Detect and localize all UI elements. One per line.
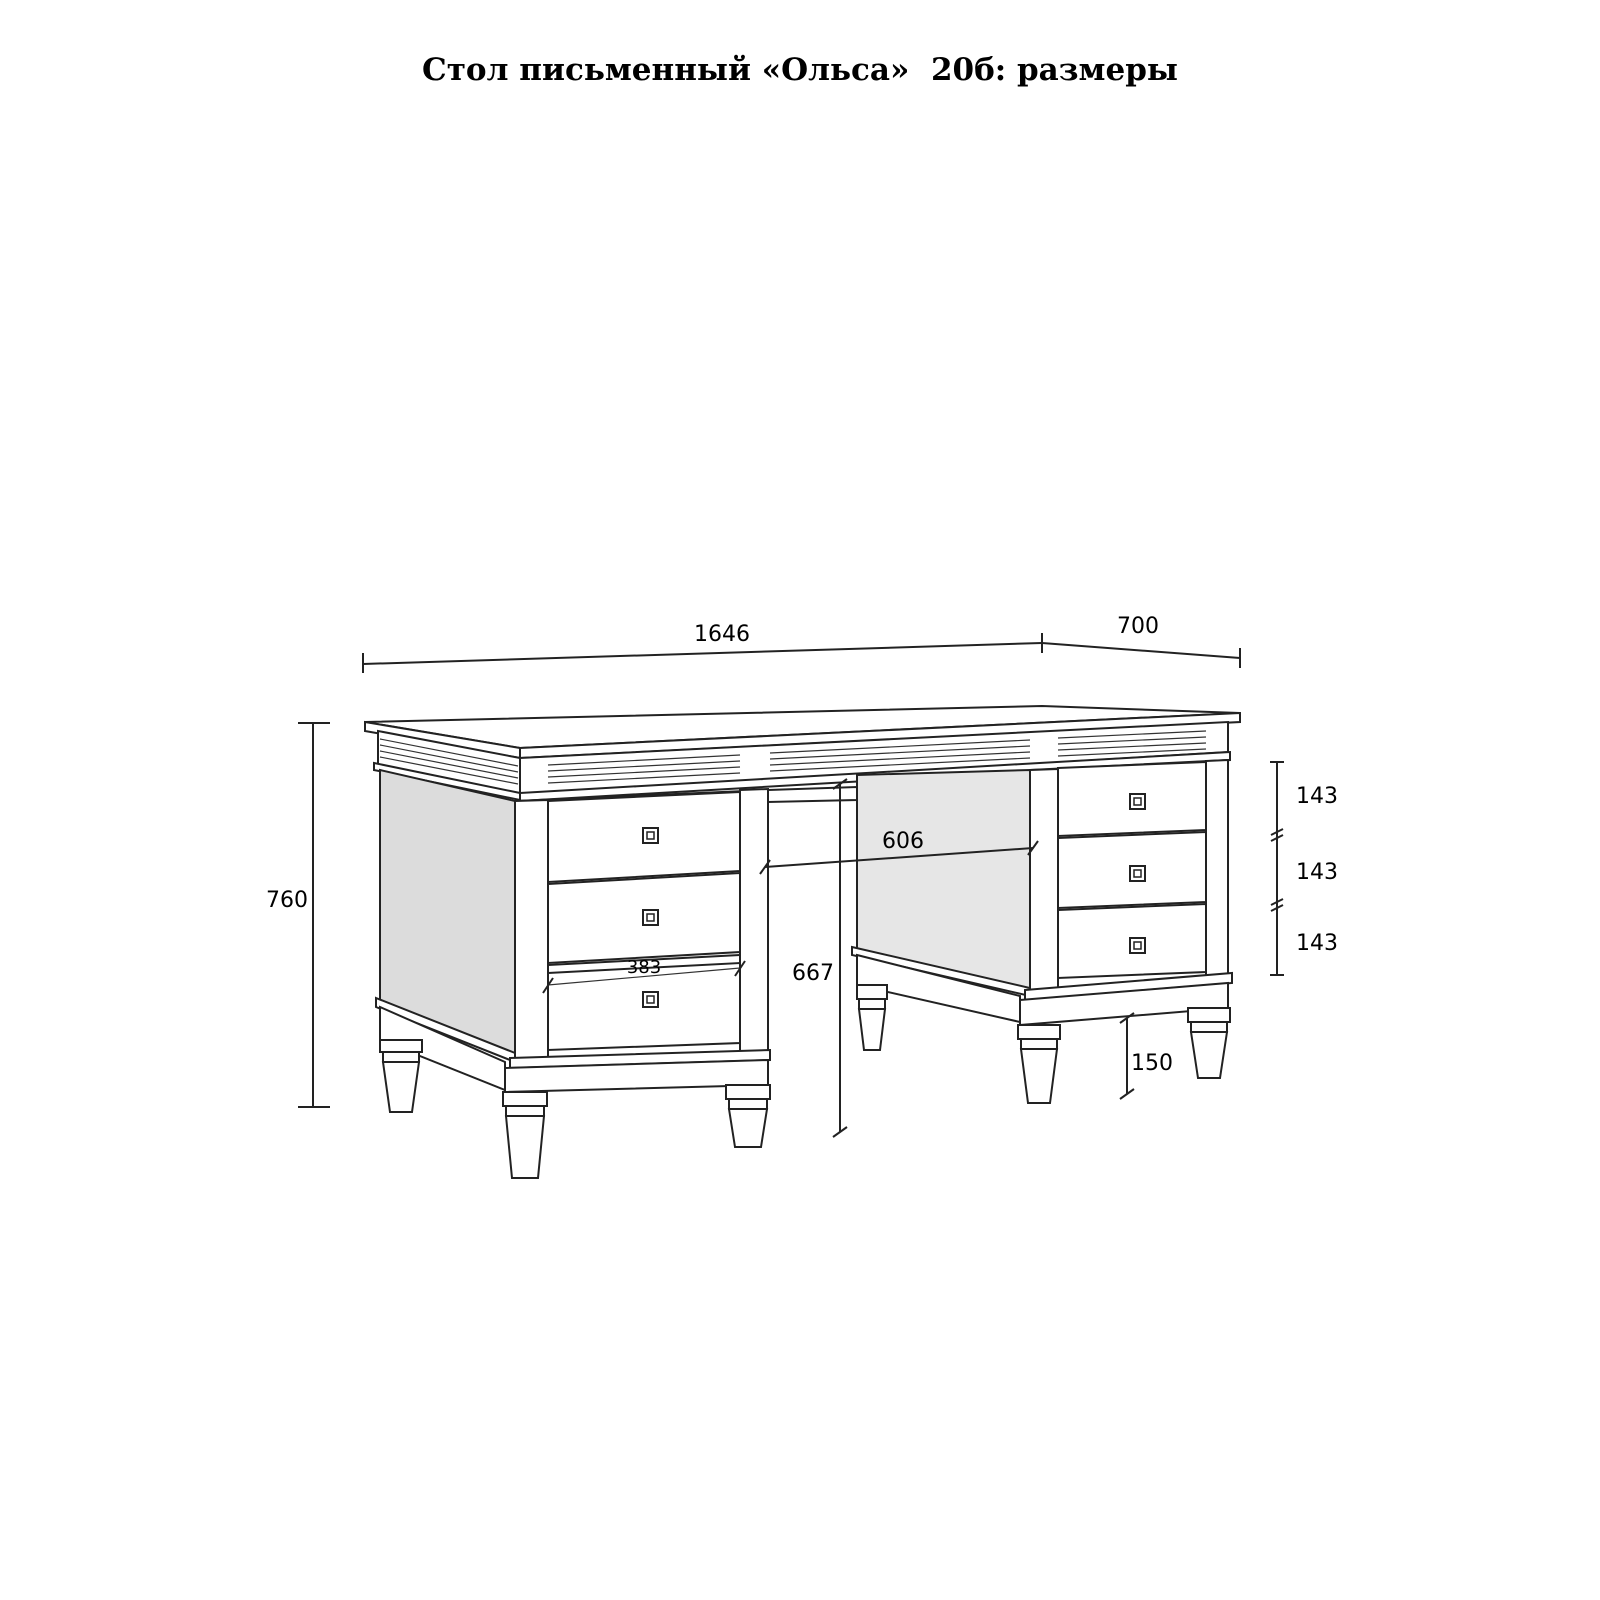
dimension-drawer-width-label: 383 <box>626 957 662 978</box>
right-pedestal-stile-left <box>1030 769 1058 992</box>
dimension-height <box>266 723 330 1107</box>
dimension-drawer-h1-label: 143 <box>1296 784 1338 809</box>
dimension-knee-height-label: 667 <box>792 961 834 986</box>
dimension-leg-height <box>1120 1013 1173 1099</box>
right-pedestal-stile-right <box>1206 760 1228 976</box>
dimension-leg-height-label: 150 <box>1131 1051 1173 1076</box>
dimension-knee-width-label: 606 <box>882 829 924 854</box>
dimension-depth <box>1042 614 1240 668</box>
leg-back-center <box>857 985 887 1050</box>
dimension-depth-label: 700 <box>1117 614 1159 639</box>
dimension-width <box>363 622 1042 673</box>
leg-front-center-left <box>726 1085 770 1147</box>
dimension-drawer-h3-label: 143 <box>1296 931 1338 956</box>
modesty-panel <box>768 787 857 802</box>
leg-front-center-right <box>1018 1025 1060 1103</box>
diagram-title: Стол письменный «Ольса» 20б: размеры <box>422 52 1178 88</box>
leg-back-left <box>380 1040 422 1112</box>
left-pedestal-stile-right <box>740 789 768 1059</box>
dimension-drawer-h2-label: 143 <box>1296 860 1338 885</box>
leg-front-right <box>1188 1008 1230 1078</box>
leg-front-left <box>503 1092 547 1178</box>
dimension-height-label: 760 <box>266 888 308 913</box>
left-pedestal-stile-left <box>515 800 548 1060</box>
dimension-width-label: 1646 <box>694 622 750 647</box>
dimension-drawer-heights <box>1270 762 1338 975</box>
dimension-knee-height <box>792 779 847 1137</box>
